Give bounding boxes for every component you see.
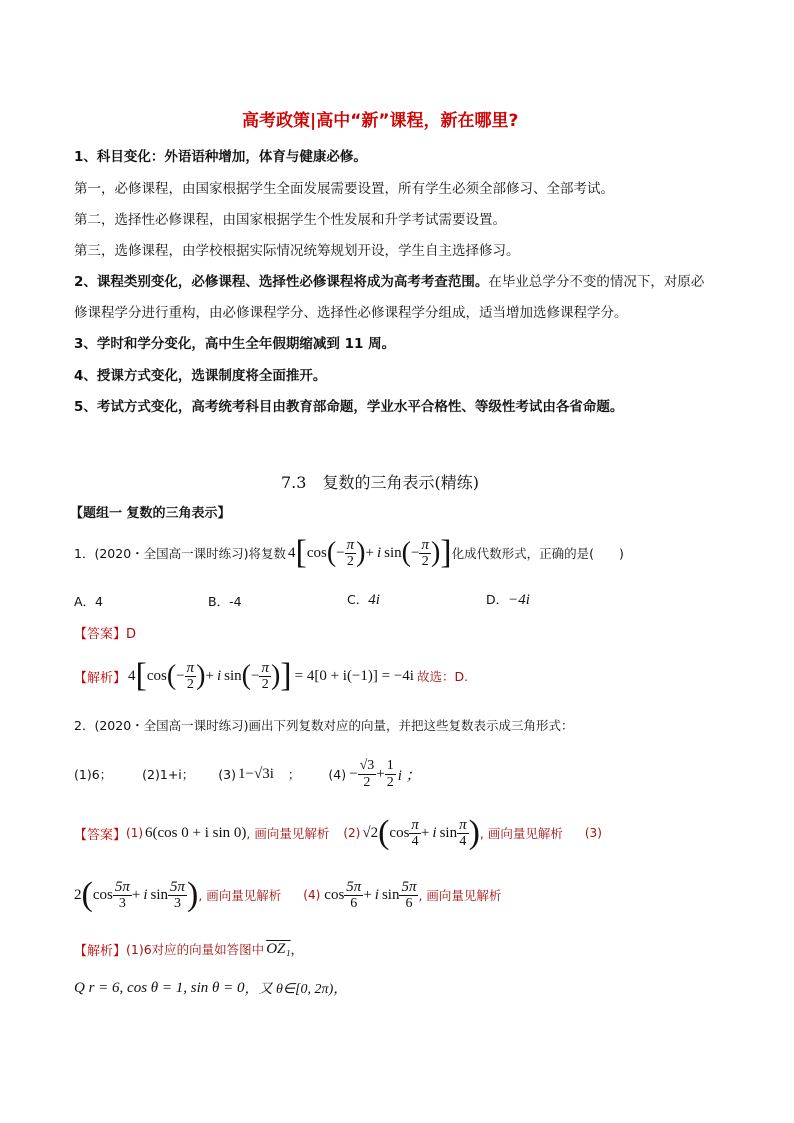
- q2-a2-frac-1: [409, 817, 421, 850]
- q2-a3-plus: +: [131, 886, 141, 903]
- q1-answer-label: 【答案】: [74, 627, 127, 642]
- q2-answer-line-2: [74, 872, 501, 918]
- q1-option-c-value: 4i: [368, 592, 380, 608]
- q1-analysis-frac-2-den: 2: [261, 676, 269, 692]
- section-title: 7.3 复数的三角表示(精练): [281, 473, 479, 492]
- q1-minus-2: −: [410, 544, 420, 561]
- q2-a4-frac-1-num: 5π: [346, 878, 362, 895]
- q1-analysis-sin: sin: [224, 667, 242, 684]
- q2-analysis-condition-2: ，又 θ∈[0, 2π)，: [244, 982, 348, 997]
- q2-a2-frac-2-num: π: [459, 816, 467, 833]
- q1-analysis-paren-open-1: (: [166, 660, 177, 691]
- policy-item-1b: 第二，选择性必修课程，由国家根据学生个性发展和升学考试需要设置。: [74, 212, 506, 228]
- q2-item-4-frac-2-den: 2: [386, 774, 394, 790]
- q1-suffix: 化成代数形式，正确的是( ): [451, 546, 624, 561]
- q2-a3-cos: cos: [92, 886, 113, 903]
- q2-item-4-minus: −: [349, 765, 358, 782]
- q2-item-4-label: (4): [328, 766, 347, 782]
- q2-analysis-text: (1)6对应的向量如答图中: [126, 942, 265, 957]
- policy-item-1: 1、科目变化：外语语种增加，体育与健康必修。: [74, 149, 367, 165]
- q2-analysis-end: ，: [290, 942, 304, 957]
- q1-frac-2: [419, 537, 431, 570]
- q2-item-4-frac-1-den: 2: [363, 774, 371, 790]
- policy-item-4: 4、授课方式变化，选课制度将全面推开。: [74, 368, 327, 384]
- q2-a4-frac-1: [344, 879, 363, 912]
- q1-minus-1: −: [336, 544, 345, 561]
- q2-a3-coef: 2: [74, 886, 82, 903]
- q2-a3-frac-1-num: 5π: [114, 878, 130, 895]
- q2-item-3-end: ；: [287, 767, 301, 782]
- q2-a2-label: (2): [343, 826, 361, 840]
- q1-prefix: 1．(2020・全国高一课时练习)将复数: [74, 546, 287, 561]
- q2-a4-sin: sin: [381, 886, 400, 903]
- q1-open-bracket: [: [295, 534, 307, 571]
- q2-item-4-frac-1: [358, 758, 377, 791]
- page-title: 高考政策|高中“新”课程，新在哪里?: [242, 111, 519, 131]
- q2-a1-see: , 画向量见解析: [246, 826, 330, 841]
- q1-paren-open-1: (: [326, 537, 337, 568]
- q2-a3-frac-2-num: 5π: [170, 878, 186, 895]
- q1-analysis-paren-close-2: ): [270, 660, 281, 691]
- q1-analysis-i: i: [216, 667, 222, 684]
- question-1: [74, 529, 624, 577]
- q1-option-d-label: D．: [486, 592, 509, 607]
- q2-a4-frac-1-den: 6: [350, 895, 358, 911]
- policy-item-1c: 第三，选修课程，由学校根据实际情况统筹规划开设，学生自主选择修习。: [74, 243, 520, 259]
- q2-analysis: [74, 934, 303, 964]
- q1-option-c: [347, 590, 380, 609]
- q1-answer-value: D: [126, 627, 137, 642]
- q1-analysis-plus: +: [205, 667, 214, 684]
- q2-item-4-plus: +: [376, 765, 385, 782]
- q1-analysis-frac-1: [185, 660, 197, 693]
- q2-a2-plus: +: [420, 824, 430, 841]
- q1-frac-1-num: π: [346, 536, 355, 553]
- q1-analysis-close-bracket: ]: [280, 657, 292, 694]
- q1-analysis-paren-close-1: ): [196, 660, 206, 691]
- policy-item-2: [74, 270, 704, 290]
- q2-a3-sin: sin: [150, 886, 168, 903]
- q2-a3-frac-2-den: 3: [174, 895, 181, 911]
- q1-analysis-frac-1-num: π: [186, 659, 195, 676]
- q2-a4-see: , 画向量见解析: [418, 888, 502, 903]
- q1-analysis-frac-2: [259, 660, 271, 693]
- q1-option-d: [486, 590, 530, 609]
- policy-item-2-line2: 修课程学分进行重构，由必修课程学分、选择性必修课程学分组成，适当增加选修课程学分。: [74, 305, 628, 321]
- q1-sin: sin: [384, 544, 402, 561]
- q2-a2-paren-close: ): [468, 814, 480, 851]
- q2-a2-cos: cos: [389, 824, 410, 841]
- q1-analysis-frac-1-den: 2: [186, 676, 194, 692]
- q1-answer: [74, 623, 136, 642]
- q1-frac-1-den: 2: [346, 553, 354, 569]
- q1-analysis-tail: 故选：D.: [416, 669, 469, 684]
- policy-item-1a: 第一，必修课程，由国家根据学生全面发展需要设置，所有学生必须全部修习、全部考试。: [74, 181, 614, 197]
- q2-a2-paren-open: (: [378, 814, 390, 851]
- q1-plus: +: [365, 544, 374, 561]
- policy-item-3: 3、学时和学分变化，高中生全年假期缩减到 11 周。: [74, 336, 396, 352]
- q2-a4-cos: cos: [324, 886, 345, 903]
- q1-analysis-equation: = 4[0 + i(−1)] = −4i: [294, 667, 414, 684]
- q1-analysis-minus-2: −: [250, 667, 260, 684]
- q2-a1-label: (1): [126, 826, 144, 840]
- q2-item-1: (1)6；: [74, 767, 113, 782]
- q2-a3-frac-2: [168, 879, 187, 912]
- q2-answer-line-1: [74, 810, 602, 856]
- q2-a2-frac-1-num: π: [411, 816, 419, 833]
- q2-items: [74, 752, 421, 796]
- q1-analysis-open-bracket: [: [135, 657, 147, 694]
- q1-analysis-cos: cos: [146, 667, 167, 684]
- q2-a2-frac-2-den: 4: [459, 833, 467, 849]
- q2-a3-paren-close: ): [187, 876, 199, 913]
- q2-a2-i: i: [432, 824, 437, 841]
- policy-item-2-rest: 在毕业总学分不变的情况下，对原必: [488, 274, 705, 290]
- policy-item-5: 5、考试方式变化，高考统考科目由教育部命题，学业水平合格性、等级性考试由各省命题。: [74, 399, 624, 415]
- q1-option-a: A．4: [74, 594, 104, 609]
- q1-paren-open-2: (: [401, 537, 411, 568]
- q2-a3-frac-1: [113, 879, 132, 912]
- q2-item-4-frac-2: [385, 758, 396, 791]
- q2-analysis-label: 【解析】: [74, 943, 127, 959]
- q1-close-bracket: ]: [440, 534, 452, 571]
- q2-a4-frac-2-den: 6: [405, 895, 413, 911]
- q1-option-c-label: C．: [347, 592, 369, 607]
- q2-a2-coef: √2: [362, 824, 379, 841]
- q2-a4-label: (4): [303, 888, 321, 902]
- q1-analysis-paren-open-2: (: [241, 660, 251, 691]
- q1-coef: 4: [288, 544, 296, 561]
- q2-item-3-value: 1−√3i: [238, 765, 274, 782]
- q2-item-4-frac-1-num: √3: [359, 757, 375, 773]
- q1-i: i: [376, 544, 382, 561]
- q1-option-d-value: −4i: [508, 592, 530, 608]
- q2-analysis-line-2: [74, 978, 347, 998]
- q2-a4-plus: +: [363, 886, 372, 903]
- q1-analysis-coef: 4: [128, 667, 136, 684]
- q2-a4-frac-2: [399, 879, 418, 912]
- q1-analysis-label: 【解析】: [74, 670, 127, 686]
- q1-frac-2-den: 2: [421, 553, 429, 569]
- q2-answer-label: 【答案】: [74, 827, 127, 843]
- q2-item-4-frac-2-num: 1: [386, 757, 394, 773]
- q2-a3-label: (3): [584, 826, 602, 840]
- q1-paren-close-1: ): [356, 537, 366, 568]
- question-2: 2．(2020・全国高一课时练习)画出下列复数对应的向量，并把这些复数表示成三角形式：: [74, 718, 574, 733]
- q1-analysis-frac-2-num: π: [261, 659, 269, 676]
- q2-analysis-vector: OZ₁: [266, 940, 291, 957]
- q1-frac-2-num: π: [421, 536, 429, 553]
- q2-a2-frac-2: [457, 817, 469, 850]
- q1-analysis: [74, 652, 468, 700]
- q1-option-b: B．-4: [208, 594, 242, 609]
- q2-a1: 6(cos 0 + i sin 0): [145, 824, 247, 841]
- q2-analysis-condition: Q r = 6, cos θ = 1, sin θ = 0: [74, 979, 245, 996]
- q1-frac-1: [345, 537, 357, 570]
- q2-a2-frac-1-den: 4: [411, 833, 419, 849]
- q2-item-2: (2)1+i；: [142, 767, 195, 782]
- q1-analysis-minus-1: −: [176, 667, 185, 684]
- q2-a2-sin: sin: [439, 824, 458, 841]
- q2-item-3-label: (3): [218, 766, 236, 782]
- q2-a3-see: , 画向量见解析: [198, 888, 282, 903]
- q1-paren-close-2: ): [430, 537, 441, 568]
- policy-item-2-bold: 2、课程类别变化，必修课程、选择性必修课程将成为高考考查范围。: [74, 274, 489, 290]
- q2-a4-frac-2-num: 5π: [401, 878, 417, 895]
- q2-a2-see: , 画向量见解析: [479, 826, 563, 841]
- q2-item-4-end: i ；: [397, 767, 421, 784]
- q1-cos: cos: [306, 544, 327, 561]
- q2-a3-paren-open: (: [81, 876, 93, 913]
- q2-a3-frac-1-den: 3: [118, 895, 126, 911]
- q2-a4-i: i: [374, 886, 379, 903]
- group-title: 【题组一 复数的三角表示】: [70, 506, 231, 521]
- q2-a3-i: i: [143, 886, 148, 903]
